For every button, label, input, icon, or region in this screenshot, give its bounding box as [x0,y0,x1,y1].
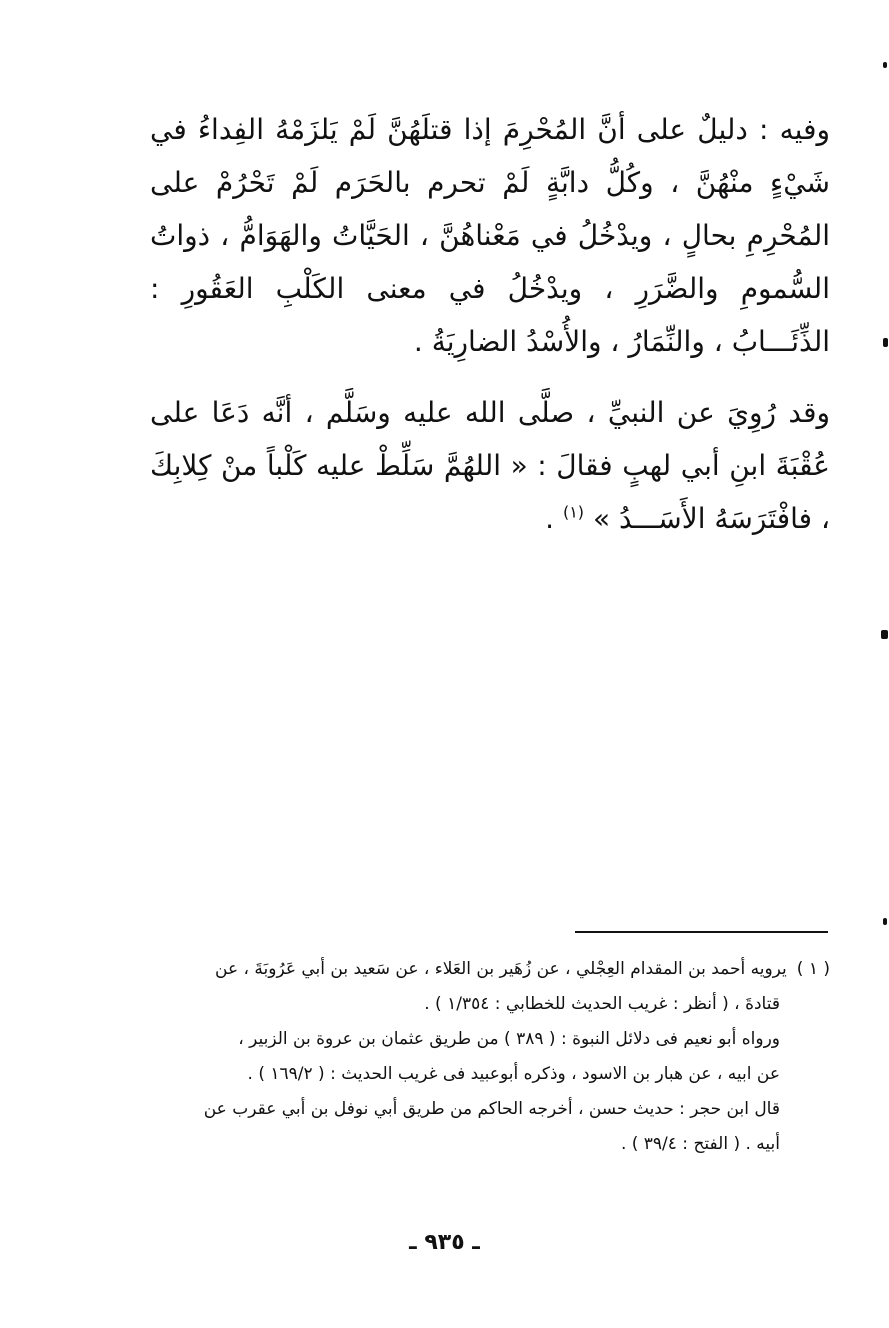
footnote-text: يرويه أحمد بن المقدام العِجْلي ، عن زُهَير بن العَلاء ، عن سَعيد بن أبي عَرُوبَةَ ، عن [215,959,787,979]
footnotes [140,952,830,1162]
footnote-reference: (١) [562,502,585,522]
page-number: ـ ٩٣٥ ـ [409,1230,480,1255]
footnote-line: أبيه . ( الفتح : ٣٩/٤ ) . [620,1134,780,1154]
paragraph-1: وفيه : دليلٌ على أنَّ المُحْرِمَ إذا قتلَهُنَّ لَمْ يَلزَمْهُ الفِداءُ في شَيْءٍ منْهُنَّ ، وكُلُّ دابَّةٍ لَمْ تحرم بالحَرَم لَمْ تَحْرُمْ على المُحْرِمِ بحالٍ ، ويدْخُلُ في مَعْناهُنَّ ، الحَيَّاتُ والهَوَامُّ ، ذواتُ السُّمومِ والضَّرَرِ ، ويدْخُلُ في معنى الكَلْبِ العَقُورِ : الذِّئَـــابُ ، والنِّمَارُ ، والأُسْدُ الضارِيَةُ . [150,113,830,358]
paragraph-2 [150,386,830,545]
main-text-body [150,103,830,545]
footnote-line: قتادةَ ، ( أنظر : غريب الحديث للخطابي : ١/٣٥٤ ) . [424,994,780,1014]
footnote-line: قال ابن حجر : حديث حسن ، أخرجه الحاكم من طريق أبي نوفل بن أبي عقرب عن [203,1099,780,1119]
footnote-line: ورواه أبو نعيم فى دلائل النبوة : ( ٣٨٩ ) من طريق عثمان بن عروة بن الزبير ، [238,1029,780,1049]
edge-mark [883,338,888,347]
paragraph-2-end: . [545,502,563,535]
footnote-line [140,952,830,987]
edge-mark [883,62,887,68]
footnote-line: عن ابيه ، عن هبار بن الاسود ، وذكره أبوعبيد فى غريب الحديث : ( ١٦٩/٢ ) . [247,1064,780,1084]
footnote-number: ( ١ ) [796,959,830,979]
paragraph-2-text: وقد رُوِيَ عن النبيِّ ، صلَّى الله عليه وسَلَّم ، أنَّه دَعَا على عُقْبَةَ ابنِ أبي لهبٍ فقالَ : « اللهُمَّ سَلِّطْ عليه كَلْباً منْ كِلابِكَ ، فافْتَرَسَهُ الأَسَـــدُ » [150,396,830,535]
footnote-separator [575,931,828,933]
edge-mark [881,630,888,639]
edge-mark [883,918,887,925]
